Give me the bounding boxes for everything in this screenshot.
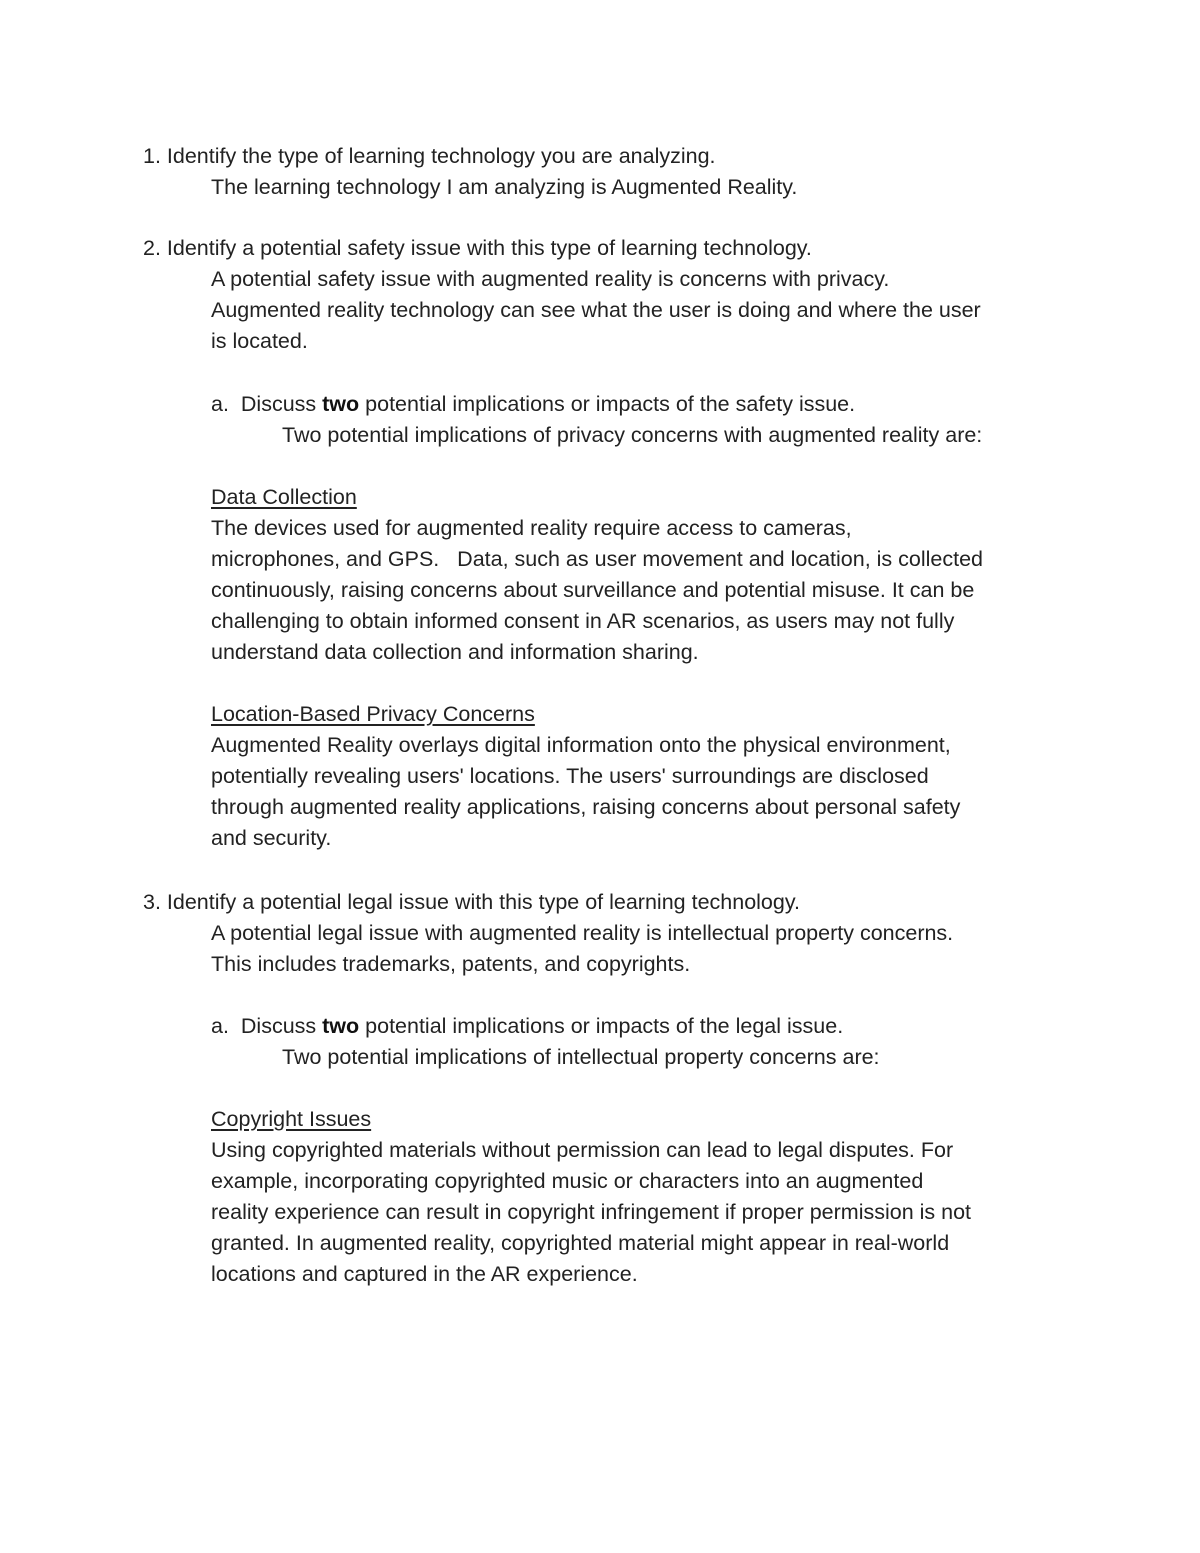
subquestion-2a-intro: Two potential implications of privacy concerns with augmented reality are: [282,423,983,447]
answer-2-line-1: A potential safety issue with augmented reality is concerns with privacy. [211,267,890,291]
data-collection-line-1: The devices used for augmented reality require access to cameras, [211,516,852,540]
question-3-number: 3. [143,890,161,914]
heading-data-collection: Data Collection [211,485,357,509]
copyright-line-4: granted. In augmented reality, copyrighted material might appear in real-world [211,1231,950,1255]
answer-2-line-3: is located. [211,329,308,353]
heading-location-privacy: Location-Based Privacy Concerns [211,702,535,726]
location-privacy-line-4: and security. [211,826,332,850]
question-3 [143,887,800,918]
data-collection-line-5: understand data collection and information sharing. [211,640,699,664]
subquestion-3a-bold: two [322,1014,360,1038]
question-2-number: 2. [143,236,161,260]
subquestion-3a-prefix: Discuss [240,1014,317,1038]
subquestion-2a-prefix: Discuss [240,392,317,416]
location-privacy-line-2: potentially revealing users' locations. The users' surroundings are disclosed [211,764,929,788]
answer-2-line-2: Augmented reality technology can see what the user is doing and where the user [211,298,981,322]
question-2 [143,233,812,264]
data-collection-line-3: continuously, raising concerns about surveillance and potential misuse. It can be [211,578,975,602]
question-1-number: 1. [143,144,161,168]
copyright-line-3: reality experience can result in copyright infringement if proper permission is not [211,1200,972,1224]
location-privacy-line-1: Augmented Reality overlays digital information onto the physical environment, [211,733,951,757]
subquestion-2a-bold: two [322,392,360,416]
copyright-line-2: example, incorporating copyrighted music or characters into an augmented [211,1169,924,1193]
question-3-text: Identify a potential legal issue with this type of learning technology. [166,890,800,914]
question-1 [143,141,716,172]
copyright-line-1: Using copyrighted materials without permission can lead to legal disputes. For [211,1138,954,1162]
subquestion-3a [211,1011,843,1042]
question-1-text: Identify the type of learning technology you are analyzing. [166,144,716,168]
location-privacy-line-3: through augmented reality applications, raising concerns about personal safety [211,795,961,819]
data-collection-line-2: microphones, and GPS. Data, such as user movement and location, is collected [211,547,984,571]
answer-1: The learning technology I am analyzing is Augmented Reality. [211,175,798,199]
subquestion-3a-suffix: potential implications or impacts of the legal issue. [365,1014,844,1038]
subquestion-2a [211,389,855,420]
heading-copyright-issues: Copyright Issues [211,1107,372,1131]
answer-3-line-1: A potential legal issue with augmented reality is intellectual property concerns. [211,921,954,945]
subquestion-3a-intro: Two potential implications of intellectual property concerns are: [282,1045,880,1069]
data-collection-line-4: challenging to obtain informed consent in AR scenarios, as users may not fully [211,609,955,633]
subquestion-3a-letter: a. [211,1014,229,1038]
copyright-line-5: locations and captured in the AR experience. [211,1262,638,1286]
subquestion-2a-suffix: potential implications or impacts of the safety issue. [365,392,856,416]
subquestion-2a-letter: a. [211,392,229,416]
question-2-text: Identify a potential safety issue with this type of learning technology. [166,236,812,260]
answer-3-line-2: This includes trademarks, patents, and copyrights. [211,952,691,976]
